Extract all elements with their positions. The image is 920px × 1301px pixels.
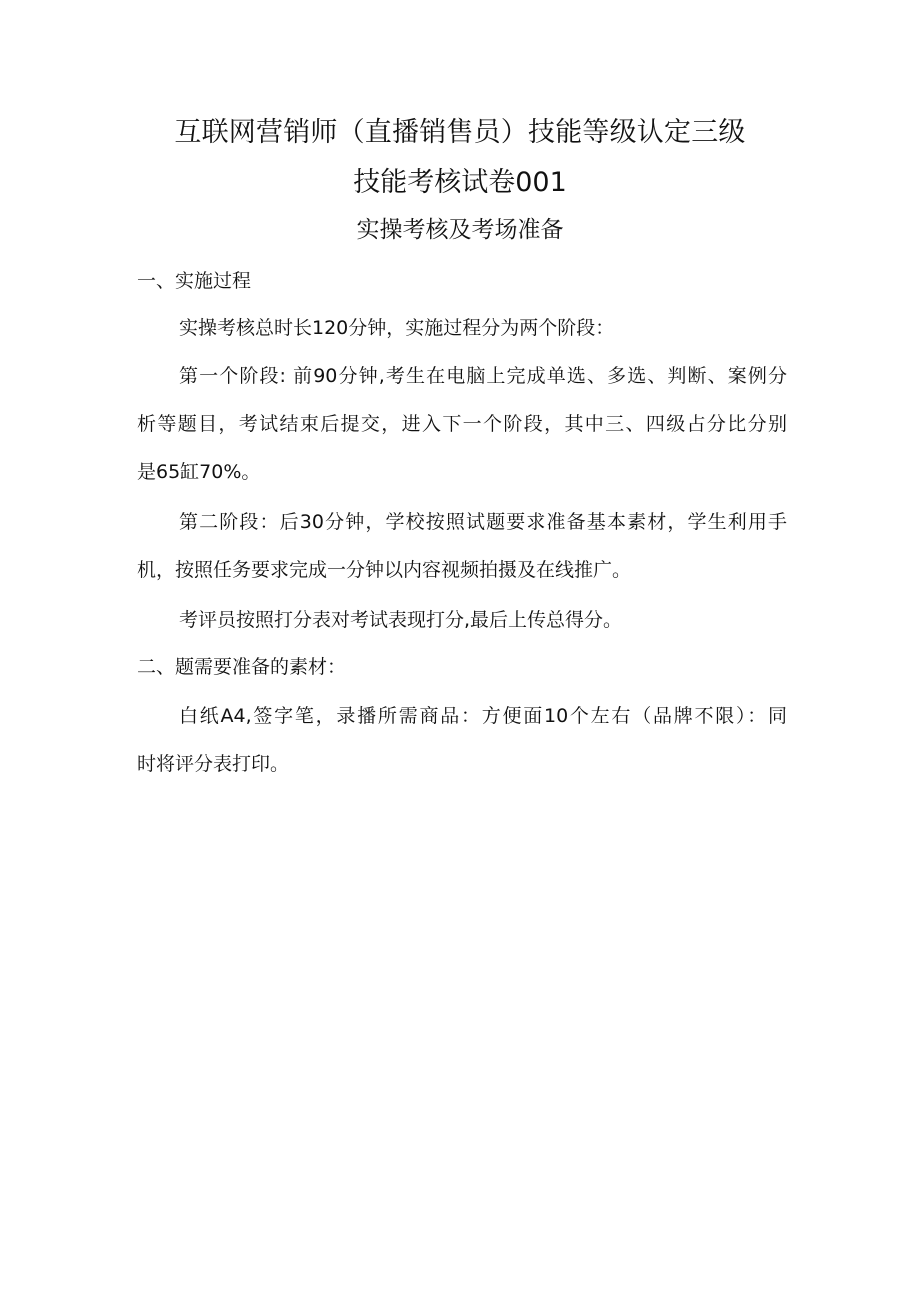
paragraph-scoring — [137, 596, 787, 644]
document-subtitle: 实操考核及考场准备 — [356, 217, 564, 243]
paragraph-duration — [137, 304, 787, 352]
section-heading-materials: 二、题需要准备的素材： — [137, 656, 347, 678]
paragraph-stage-two — [137, 498, 787, 594]
paragraph-line: 白纸A4,签字笔，录播所需商品：方便面10个左右（品牌不限）：同 — [179, 705, 787, 727]
section-heading-process: 一、实施过程 — [137, 270, 252, 292]
document-title: 互联网营销师（直播销售员）技能等级认定三级 — [174, 117, 746, 148]
paragraph-line: 机，按照任务要求完成一分钟以内容视频拍摄及在线推广。 — [137, 559, 632, 581]
paragraph-line: 考评员按照打分表对考试表现打分,最后上传总得分。 — [179, 609, 623, 631]
paragraph-line: 实操考核总时长120分钟，实施过程分为两个阶段： — [179, 317, 615, 339]
paragraph-line: 时将评分表打印。 — [137, 753, 290, 775]
paragraph-line: 第二阶段：后30分钟，学校按照试题要求准备基本素材，学生利用手 — [179, 511, 787, 533]
paragraph-line: 第一个阶段: 前90分钟,考生在电脑上完成单选、多选、判断、案例分 — [179, 365, 787, 387]
document-title-line2: 技能考核试卷001 — [353, 167, 567, 198]
paragraph-stage-one — [137, 352, 787, 496]
paragraph-line: 析等题目，考试结束后提交，进入下一个阶段，其中三、四级占分比分别 — [137, 413, 787, 435]
paragraph-materials — [137, 692, 787, 788]
paragraph-line: 是65缸70%。 — [137, 461, 261, 483]
